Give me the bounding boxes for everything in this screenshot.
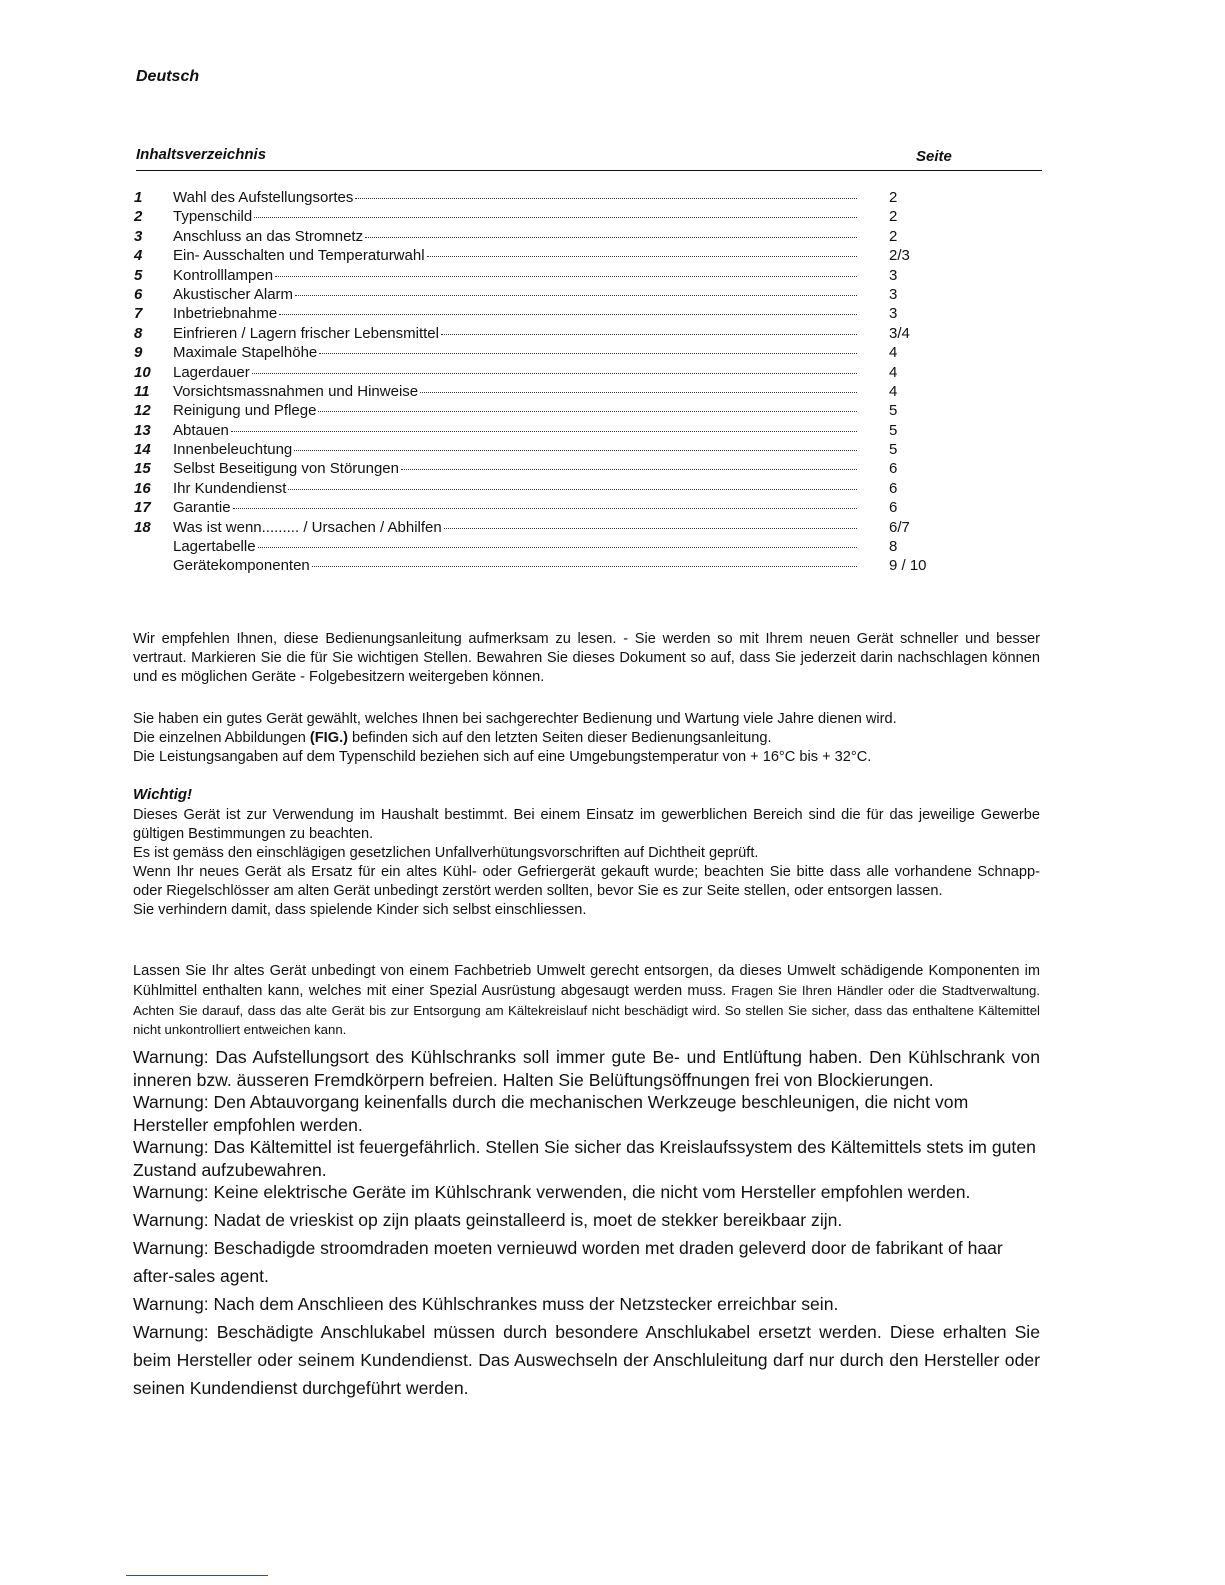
toc-entry <box>173 188 863 207</box>
toc-label: Wahl des Aufstellungsortes <box>173 189 354 206</box>
toc-leader-dots <box>288 489 857 490</box>
toc-label: Lagerdauer <box>173 363 250 381</box>
toc-leader-dots <box>444 528 857 529</box>
toc-page-column-title: Seite <box>916 148 952 165</box>
toc-number: 11 <box>134 382 150 400</box>
toc-entry <box>173 421 863 440</box>
toc-page-number: 5 <box>889 402 898 420</box>
toc-page-number: 6 <box>889 460 898 478</box>
toc-entry <box>173 363 863 382</box>
toc-leader-dots <box>254 217 857 218</box>
toc-title: Inhaltsverzeichnis <box>136 146 267 163</box>
toc-row <box>134 304 954 323</box>
toc-leader-dots <box>355 198 857 199</box>
footer-rule <box>126 1575 268 1576</box>
toc-number: 15 <box>134 460 151 478</box>
toc-number: 14 <box>134 441 151 459</box>
toc-label: Kontrolllampen <box>173 266 274 284</box>
toc-leader-dots <box>233 508 857 509</box>
important-paragraph-1: Dieses Gerät ist zur Verwendung im Haushalt bestimmt. Bei einem Einsatz im gewerblichen Bereich sind die für das jeweilige Gewerbe gültigen Bestimmungen zu beachten. <box>133 807 1040 842</box>
toc-row <box>134 207 954 226</box>
toc-page-number: 3 <box>889 285 898 303</box>
toc-number: 18 <box>134 518 151 536</box>
toc-entry <box>173 324 863 343</box>
toc-leader-dots <box>279 314 857 315</box>
toc-label: Typenschild <box>173 208 253 226</box>
toc-page-number: 6 <box>889 499 898 517</box>
toc-entry <box>173 440 863 459</box>
warning-7: Warnung: Nach dem Anschlieen des Kühlschrankes muss der Netzstecker erreichbar sein. <box>133 1294 839 1314</box>
toc-page-number: 3 <box>889 266 898 284</box>
important-paragraph-2: Es ist gemäss den einschlägigen gesetzlichen Unfallverhütungsvorschriften auf Dichtheit geprüft. <box>133 845 759 861</box>
warnings-block-1 <box>133 1046 1040 1204</box>
toc-leader-dots <box>295 295 857 296</box>
toc-row <box>134 246 954 265</box>
toc-entry <box>173 285 863 304</box>
toc-number: 12 <box>134 402 151 420</box>
info-line-2-post: befinden sich auf den letzten Seiten dieser Bedienungsanleitung. <box>348 730 772 746</box>
toc-leader-dots <box>427 256 857 257</box>
toc-label: Selbst Beseitigung von Störungen <box>173 460 399 478</box>
info-line-1: Sie haben ein gutes Gerät gewählt, welches Ihnen bei sachgerechter Bedienung und Wartung viele Jahre dienen wird. <box>133 711 897 727</box>
warnings-block-2 <box>133 1206 1040 1402</box>
toc-entry <box>173 227 863 246</box>
warning-8: Warnung: Beschädigte Anschlukabel müssen durch besondere Anschlukabel ersetzt werden. Diese erhalten Sie beim Hersteller oder seinem Kundendienst. Das Auswechseln der Anschluleitung darf nur durch den Hersteller oder seinen Kundendienst durchgeführt werden. <box>133 1322 1040 1398</box>
toc-leader-dots <box>319 353 857 354</box>
toc-label: Anschluss an das Stromnetz <box>173 227 364 245</box>
toc-number: 16 <box>134 479 151 497</box>
important-heading: Wichtig! <box>133 786 193 803</box>
toc-number: 17 <box>134 499 151 517</box>
toc-page-number: 9 / 10 <box>889 557 927 575</box>
info-line-3: Die Leistungsangaben auf dem Typenschild beziehen sich auf eine Umgebungstemperatur von + 16°C bis + 32°C. <box>133 749 872 765</box>
toc-label: Ein- Ausschalten und Temperaturwahl <box>173 247 425 265</box>
toc-row <box>134 324 954 343</box>
toc-leader-dots <box>258 547 857 548</box>
toc-number: 9 <box>134 344 143 362</box>
toc-number: 4 <box>134 247 143 265</box>
toc-number: 1 <box>134 189 143 206</box>
toc-page-number: 3/4 <box>889 324 910 342</box>
toc-leader-dots <box>252 373 857 374</box>
toc-row <box>134 401 954 420</box>
toc-entry <box>173 498 863 517</box>
toc-number: 5 <box>134 266 143 284</box>
toc-page-number: 5 <box>889 441 898 459</box>
toc-row <box>134 440 954 459</box>
toc-page-number: 6/7 <box>889 518 910 536</box>
toc-leader-dots <box>231 431 857 432</box>
toc-number: 3 <box>134 227 143 245</box>
toc-leader-dots <box>401 469 857 470</box>
toc-leader-dots <box>275 276 857 277</box>
toc-label: Abtauen <box>173 421 229 439</box>
toc-row <box>134 498 954 517</box>
toc-row <box>134 343 954 362</box>
toc-number: 6 <box>134 285 143 303</box>
toc-row <box>134 188 954 207</box>
toc-label: Innenbeleuchtung <box>173 441 293 459</box>
toc-row <box>134 285 954 304</box>
toc-entry <box>173 556 863 575</box>
toc-page-number: 5 <box>889 421 898 439</box>
toc-entry <box>173 401 863 420</box>
warning-6: Warnung: Beschadigde stroomdraden moeten vernieuwd worden met draden geleverd door de fabrikant of haar after-sales agent. <box>133 1238 1003 1286</box>
toc-row <box>134 421 954 440</box>
toc-row <box>134 537 954 556</box>
toc-entry <box>173 266 863 285</box>
toc-page-number: 6 <box>889 479 898 497</box>
toc-number: 8 <box>134 324 143 342</box>
toc-page-number: 4 <box>889 344 898 362</box>
info-line-2-pre: Die einzelnen Abbildungen <box>133 730 310 746</box>
toc-label: Lagertabelle <box>173 538 256 556</box>
toc-label: Einfrieren / Lagern frischer Lebensmittel <box>173 324 439 342</box>
toc-list <box>134 188 954 576</box>
toc-label: Maximale Stapelhöhe <box>173 344 318 362</box>
warning-2: Warnung: Den Abtauvorgang keinenfalls durch die mechanischen Werkzeuge beschleunigen, die nicht vom Hersteller empfohlen werden. <box>133 1092 969 1135</box>
toc-leader-dots <box>318 411 857 412</box>
language-label: Deutsch <box>136 68 200 85</box>
toc-leader-dots <box>441 334 857 335</box>
warning-1: Warnung: Das Aufstellungsort des Kühlschranks soll immer gute Be- und Entlüftung haben. Den Kühlschrank von inneren bzw. äusseren Fremdkörpern befreien. Halten Sie Belüftungsöffnungen frei von Blockierungen. <box>133 1047 1040 1090</box>
toc-row <box>134 479 954 498</box>
fig-reference: (FIG.) <box>309 730 348 746</box>
toc-label: Vorsichtsmassnahmen und Hinweise <box>173 382 419 400</box>
toc-leader-dots <box>312 566 857 567</box>
toc-label: Inbetriebnahme <box>173 305 278 323</box>
warning-3: Warnung: Das Kältemittel ist feuergefährlich. Stellen Sie sicher das Kreislaufssystem des Kältemittels stets im guten Zustand aufzubewahren. <box>133 1137 1036 1180</box>
toc-number: 7 <box>134 305 143 323</box>
toc-entry <box>173 518 863 537</box>
toc-leader-dots <box>365 237 857 238</box>
intro-paragraph: Wir empfehlen Ihnen, diese Bedienungsanleitung aufmerksam zu lesen. - Sie werden so mit Ihrem neuen Gerät schneller und besser vertraut. Markieren Sie die für Sie wichtigen Stellen. Bewahren Sie dieses Dokument so auf, dass Sie jederzeit darin nachschlagen können und es möglichen Geräte - Folgebesitzern weitergeben können. <box>133 631 1040 685</box>
toc-label: Ihr Kundendienst <box>173 479 287 497</box>
toc-page-number: 8 <box>889 538 898 556</box>
toc-page-number: 2 <box>889 227 898 245</box>
toc-number: 2 <box>134 208 143 226</box>
toc-entry <box>173 343 863 362</box>
toc-leader-dots <box>294 450 857 451</box>
toc-entry <box>173 382 863 401</box>
toc-row <box>134 363 954 382</box>
toc-page-number: 4 <box>889 363 898 381</box>
toc-row <box>134 459 954 478</box>
toc-page-number: 2/3 <box>889 247 910 265</box>
warning-5: Warnung: Nadat de vrieskist op zijn plaats geinstalleerd is, moet de stekker bereikbaar zijn. <box>133 1210 843 1230</box>
toc-entry <box>173 304 863 323</box>
toc-leader-dots <box>420 392 857 393</box>
warning-4: Warnung: Keine elektrische Geräte im Kühlschrank verwenden, die nicht vom Hersteller empfohlen werden. <box>133 1182 971 1202</box>
toc-row <box>134 382 954 401</box>
toc-entry <box>173 207 863 226</box>
toc-entry <box>173 459 863 478</box>
toc-page-number: 2 <box>889 189 898 206</box>
toc-page-number: 3 <box>889 305 898 323</box>
toc-entry <box>173 479 863 498</box>
important-paragraph-4: Sie verhindern damit, dass spielende Kinder sich selbst einschliessen. <box>133 902 587 918</box>
toc-header <box>136 146 1042 171</box>
toc-page-number: 4 <box>889 382 898 400</box>
toc-label: Was ist wenn......... / Ursachen / Abhilfen <box>173 518 442 536</box>
toc-row <box>134 518 954 537</box>
toc-page-number: 2 <box>889 208 898 226</box>
disposal-text-1: Lassen Sie Ihr altes Gerät unbedingt von einem Fachbetrieb Umwelt gerecht entsorgen, da dieses Umwelt schädigende Komponenten im Kühlmittel enthalten kann, welches mit einer Spezial Ausrüstung abgesaugt werden muss. <box>133 963 1040 999</box>
toc-number: 10 <box>134 363 151 381</box>
toc-number: 13 <box>134 421 151 439</box>
important-paragraph-3: Wenn Ihr neues Gerät als Ersatz für ein altes Kühl- oder Gefriergerät gekauft wurde; beachten Sie bitte dass alle vorhandene Schnapp- oder Riegelschlösser am alten Gerät unbedingt zerstört werden sollten, bevor Sie es zur Seite stellen, oder entsorgen lassen. <box>133 864 1040 899</box>
toc-entry <box>173 537 863 556</box>
disposal-text-2: Fragen Sie Ihren Händler oder die Stadtverwaltung. Achten Sie darauf, dass das alte Gerät bis zur Entsorgung am Kältekreislauf nicht beschädigt wird. So stellen Sie sicher, dass das enthaltene Kältemittel nicht unkontrolliert entweichen kann. <box>133 983 1040 1037</box>
toc-label: Reinigung und Pflege <box>173 402 317 420</box>
toc-row <box>134 556 954 575</box>
disposal-paragraph <box>133 962 1040 1039</box>
toc-label: Akustischer Alarm <box>173 285 294 303</box>
toc-row <box>134 227 954 246</box>
important-section <box>133 806 1040 920</box>
toc-row <box>134 266 954 285</box>
toc-entry <box>173 246 863 265</box>
toc-label: Gerätekomponenten <box>173 557 310 575</box>
toc-label: Garantie <box>173 499 231 517</box>
info-paragraph <box>133 710 1040 767</box>
